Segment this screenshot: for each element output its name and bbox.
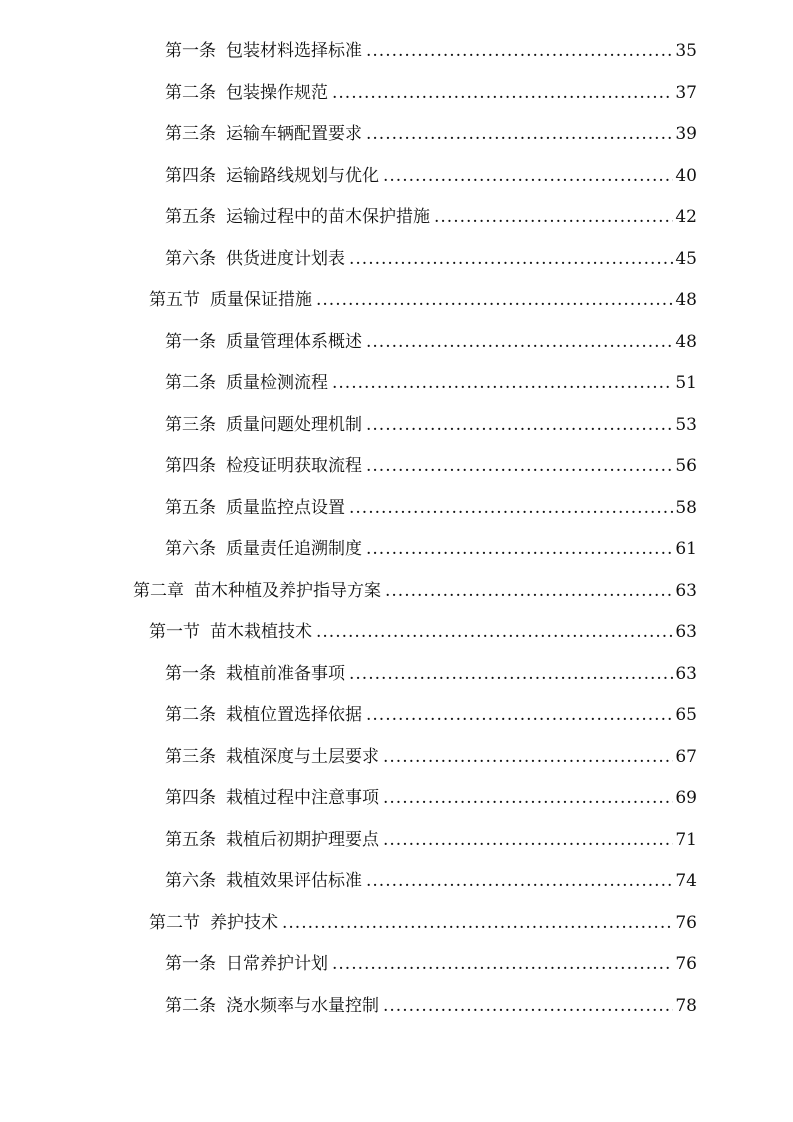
dot-leader	[366, 529, 673, 571]
dot-leader	[366, 114, 673, 156]
toc-page-number: 63	[675, 580, 697, 601]
toc-page-number: 65	[675, 705, 697, 725]
toc-entry-number: 第一条	[165, 41, 216, 61]
toc-entry-number: 第三条	[165, 746, 216, 767]
dot-leader	[366, 322, 673, 364]
toc-entry[interactable]	[0, 239, 793, 281]
toc-entry-title: 运输路线规划与优化	[226, 165, 379, 186]
toc-entry-title: 苗木栽植技术	[210, 622, 312, 642]
toc-page-number: 61	[675, 539, 697, 559]
toc-entry-title: 包装材料选择标准	[226, 41, 362, 61]
toc-entry-number: 第二章	[133, 580, 184, 601]
toc-entry[interactable]	[0, 446, 793, 488]
toc-page-number: 58	[675, 497, 697, 518]
toc-entry-label	[165, 986, 379, 1028]
toc-entry-title: 栽植过程中注意事项	[226, 788, 379, 808]
toc-entry-title: 质量监控点设置	[226, 497, 345, 518]
toc-entry[interactable]	[0, 73, 793, 115]
toc-entry-label	[165, 73, 328, 115]
toc-entry-label	[165, 197, 430, 239]
toc-entry[interactable]	[0, 363, 793, 405]
dot-leader	[349, 239, 673, 281]
dot-leader	[383, 778, 673, 820]
dot-leader	[332, 73, 673, 115]
toc-entry-title: 包装操作规范	[226, 82, 328, 103]
toc-page-number: 76	[675, 954, 697, 974]
toc-entry-label	[165, 654, 345, 696]
toc-entry-number: 第三条	[165, 414, 216, 435]
toc-entry[interactable]	[0, 695, 793, 737]
toc-page-number: 37	[675, 82, 697, 103]
toc-entry[interactable]	[0, 197, 793, 239]
toc-entry-title: 供货进度计划表	[226, 248, 345, 269]
toc-page-number: 53	[675, 414, 697, 435]
toc-entry-label	[165, 322, 362, 364]
toc-entry[interactable]	[0, 114, 793, 156]
toc-entry-label	[165, 529, 362, 571]
toc-page-number: 51	[675, 373, 697, 393]
toc-entry-number: 第二条	[165, 373, 216, 393]
toc-page-number: 69	[675, 788, 697, 808]
toc-page-number: 35	[675, 41, 697, 61]
toc-entry-title: 栽植效果评估标准	[226, 871, 362, 891]
dot-leader	[366, 446, 673, 488]
toc-entry-label	[165, 405, 362, 447]
toc-entry[interactable]	[0, 529, 793, 571]
toc-entry[interactable]	[0, 571, 793, 613]
toc-entry[interactable]	[0, 778, 793, 820]
dot-leader	[366, 31, 673, 73]
toc-entry-number: 第一条	[165, 663, 216, 684]
toc-entry[interactable]	[0, 986, 793, 1028]
toc-entry[interactable]	[0, 322, 793, 364]
dot-leader	[385, 571, 673, 613]
toc-entry-label	[165, 31, 362, 73]
dot-leader	[316, 612, 673, 654]
toc-entry-number: 第六条	[165, 539, 216, 559]
toc-entry-label	[149, 903, 278, 945]
toc-entry-title: 栽植后初期护理要点	[226, 829, 379, 850]
toc-page-number: 45	[675, 248, 697, 269]
toc-entry[interactable]	[0, 488, 793, 530]
toc-entry-label	[165, 156, 379, 198]
toc-page-number: 63	[675, 663, 697, 684]
toc-entry-title: 浇水频率与水量控制	[226, 995, 379, 1016]
toc-entry-label	[165, 737, 379, 779]
toc-page-number: 63	[675, 622, 697, 642]
toc-page-number: 67	[675, 746, 697, 767]
toc-entry-number: 第六条	[165, 248, 216, 269]
toc-entry-title: 质量管理体系概述	[226, 331, 362, 352]
toc-entry-number: 第二条	[165, 995, 216, 1016]
dot-leader	[383, 156, 673, 198]
toc-entry-label	[149, 280, 312, 322]
toc-page-number: 74	[675, 871, 697, 891]
toc-entry-label	[149, 612, 312, 654]
toc-page-number: 78	[675, 995, 697, 1016]
toc-entry-label	[165, 820, 379, 862]
toc-entry[interactable]	[0, 612, 793, 654]
toc-page-number: 39	[675, 124, 697, 144]
toc-entry-number: 第一条	[165, 331, 216, 352]
toc-entry-title: 运输车辆配置要求	[226, 124, 362, 144]
dot-leader	[332, 363, 673, 405]
toc-entry-label	[165, 861, 362, 903]
dot-leader	[366, 405, 673, 447]
toc-entry-number: 第四条	[165, 165, 216, 186]
dot-leader	[366, 695, 673, 737]
toc-entry-title: 苗木种植及养护指导方案	[194, 580, 381, 601]
dot-leader	[383, 986, 673, 1028]
dot-leader	[316, 280, 673, 322]
toc-entry[interactable]	[0, 405, 793, 447]
toc-entry[interactable]	[0, 156, 793, 198]
toc-entry-number: 第一条	[165, 954, 216, 974]
toc-entry[interactable]	[0, 280, 793, 322]
toc-entry-number: 第三条	[165, 124, 216, 144]
toc-entry-title: 质量问题处理机制	[226, 414, 362, 435]
toc-page-number: 42	[675, 207, 697, 227]
toc-entry[interactable]	[0, 820, 793, 862]
toc-entry-title: 质量保证措施	[210, 290, 312, 310]
toc-entry-title: 运输过程中的苗木保护措施	[226, 207, 430, 227]
dot-leader	[383, 820, 673, 862]
toc-page-number: 76	[675, 912, 697, 933]
toc-entry-number: 第五条	[165, 829, 216, 850]
toc-page-number: 48	[675, 290, 697, 310]
dot-leader	[383, 737, 673, 779]
toc-entry-title: 栽植位置选择依据	[226, 705, 362, 725]
dot-leader	[282, 903, 673, 945]
toc-entry-number: 第四条	[165, 788, 216, 808]
toc-entry[interactable]	[0, 861, 793, 903]
toc-entry-title: 检疫证明获取流程	[226, 456, 362, 476]
toc-entry[interactable]	[0, 654, 793, 696]
toc-entry-title: 质量检测流程	[226, 373, 328, 393]
toc-entry-title: 栽植深度与土层要求	[226, 746, 379, 767]
toc-page-number: 71	[675, 829, 697, 850]
toc-entry-number: 第五节	[149, 290, 200, 310]
toc-entry[interactable]	[0, 944, 793, 986]
toc-entry-label	[165, 778, 379, 820]
toc-entry[interactable]	[0, 903, 793, 945]
toc-entry-label	[133, 571, 381, 613]
toc-entry-label	[165, 114, 362, 156]
table-of-contents	[0, 31, 793, 1027]
toc-page-number: 48	[675, 331, 697, 352]
toc-entry-number: 第二节	[149, 912, 200, 933]
dot-leader	[349, 488, 673, 530]
toc-page-number: 56	[675, 456, 697, 476]
toc-entry-number: 第五条	[165, 497, 216, 518]
toc-entry-label	[165, 488, 345, 530]
toc-entry-number: 第二条	[165, 82, 216, 103]
toc-entry-number: 第五条	[165, 207, 216, 227]
dot-leader	[349, 654, 673, 696]
toc-entry-label	[165, 239, 345, 281]
toc-entry-label	[165, 944, 328, 986]
toc-entry-label	[165, 363, 328, 405]
toc-entry-number: 第六条	[165, 871, 216, 891]
toc-entry[interactable]	[0, 31, 793, 73]
toc-entry-title: 日常养护计划	[226, 954, 328, 974]
dot-leader	[332, 944, 673, 986]
toc-page-number: 40	[675, 165, 697, 186]
toc-entry-title: 质量责任追溯制度	[226, 539, 362, 559]
toc-entry-number: 第一节	[149, 622, 200, 642]
toc-entry[interactable]	[0, 737, 793, 779]
dot-leader	[434, 197, 673, 239]
toc-entry-label	[165, 695, 362, 737]
toc-entry-number: 第四条	[165, 456, 216, 476]
toc-entry-title: 养护技术	[210, 912, 278, 933]
dot-leader	[366, 861, 673, 903]
toc-entry-title: 栽植前准备事项	[226, 663, 345, 684]
toc-entry-label	[165, 446, 362, 488]
toc-entry-number: 第二条	[165, 705, 216, 725]
